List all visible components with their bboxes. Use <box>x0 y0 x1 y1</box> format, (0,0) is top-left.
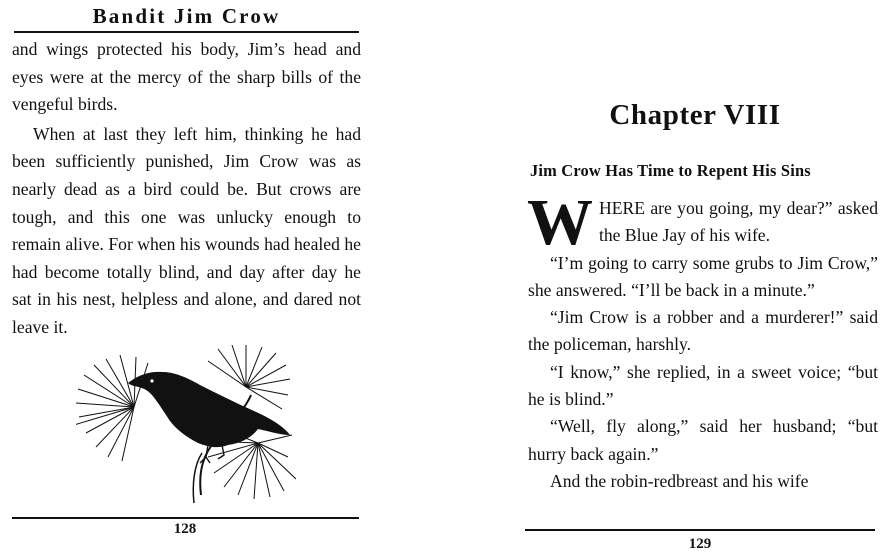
chapter-subtitle: Jim Crow Has Time to Repent His Sins <box>530 161 811 180</box>
opening-paragraph <box>527 186 878 259</box>
left-page <box>0 0 370 555</box>
opening-text: HERE are you going, my dear?” asked the Blue Jay of his wife. <box>599 198 878 246</box>
paragraph: and wings protected his body, Jim’s head and eyes were at the mercy of the sharp bills of the vengeful birds. <box>12 39 361 115</box>
page-number: 128 <box>173 521 197 537</box>
page-number: 129 <box>688 536 712 552</box>
paragraph: “I’m going to carry some grubs to Jim Crow,” she answered. “I’ll be back in a minute.” <box>528 252 878 300</box>
paragraph: “I know,” she replied, in a sweet voice; “but he is blind.” <box>528 361 878 410</box>
running-head: Bandit Jim Crow <box>92 4 281 28</box>
paragraph: “Well, fly along,” said her husband; “but hurry back again.” <box>528 416 878 464</box>
left-body-text <box>12 36 361 342</box>
right-page <box>520 0 888 555</box>
footer-rule <box>525 529 875 531</box>
crow-illustration <box>76 345 296 505</box>
footer-rule <box>12 517 359 519</box>
paragraph: When at last they left him, thinking he had been sufficiently punished, Jim Crow was as nearly dead as a bird could be. But crows are tough, and this one was unlucky enough to remain alive. For when his wounds had healed he had become totally blind, and day after day he sat in his nest, helpless and alone, and dared not leave it. <box>12 123 361 337</box>
right-body-text <box>527 186 878 495</box>
paragraph: “Jim Crow is a robber and a murderer!” said the policeman, harshly. <box>528 307 878 355</box>
header-rule <box>14 31 359 33</box>
paragraph: And the robin-redbreast and his wife <box>550 470 809 491</box>
drop-cap: W <box>527 186 593 259</box>
chapter-title: Chapter VIII <box>609 99 781 131</box>
